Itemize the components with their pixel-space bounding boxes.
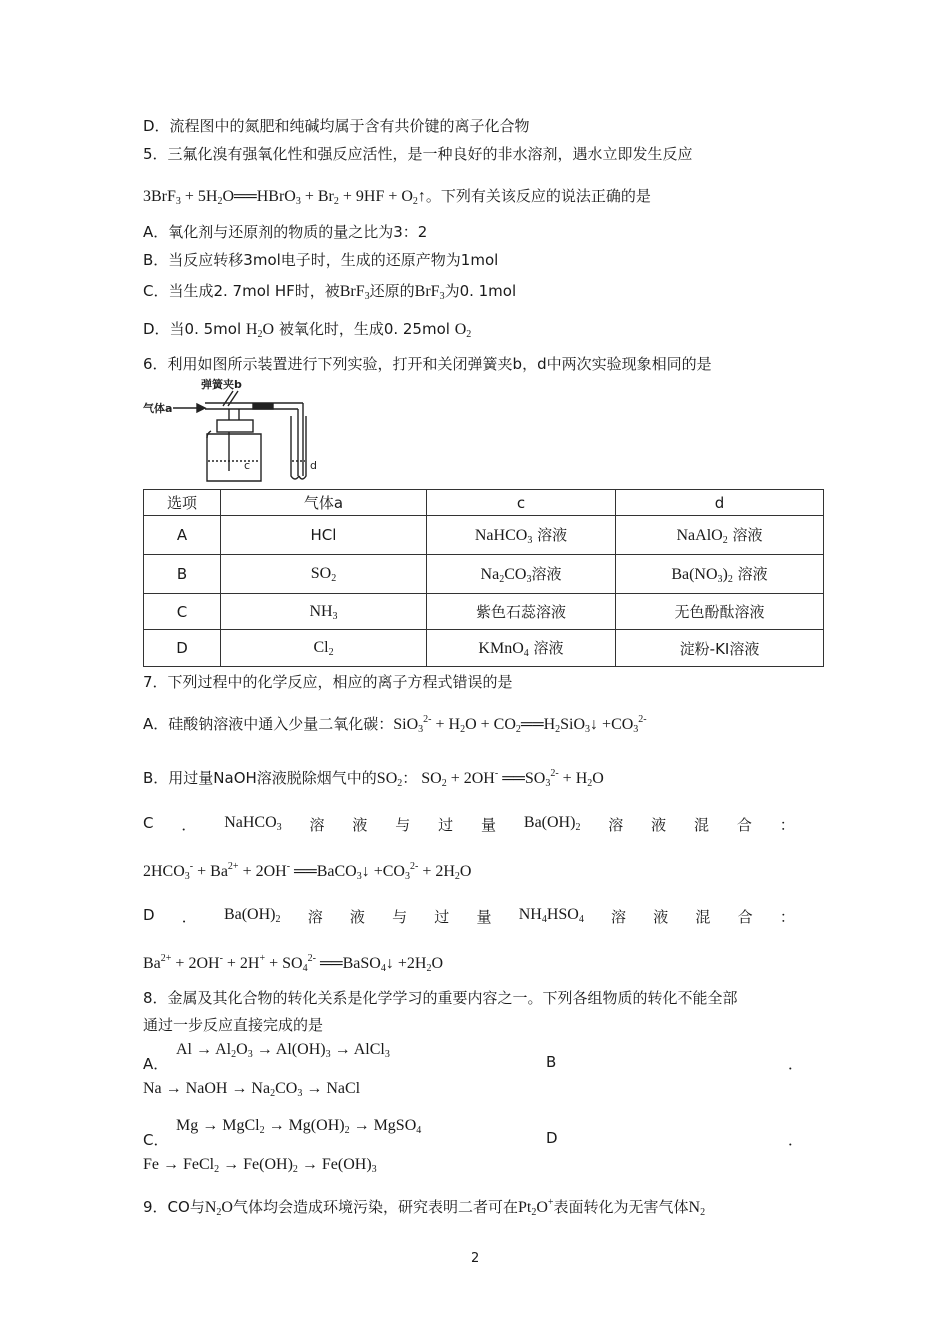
row-d: 淀粉-KI溶液 <box>616 630 824 667</box>
row-gas: $SO_2$ <box>221 555 427 594</box>
row-option: C <box>144 594 221 630</box>
q5-stem: 5．三氟化溴有强氧化性和强反应活性，是一种良好的非水溶剂，遇水立即发生反应 <box>143 145 693 163</box>
q5-option-d-mid: 被氧化时，生成0. 25mol <box>278 320 455 338</box>
row-option: A <box>144 516 221 555</box>
q9-mid: 气体均会造成环境污染，研究表明二者可在 <box>232 1198 518 1216</box>
q8-option-a-chain: $Al \to Al_2O_3 \to Al(OH)_3$ → AlCl$_3$ <box>176 1041 390 1060</box>
row-d: NaAlO$_2$ 溶液 <box>616 516 824 555</box>
option-d-text: D．流程图中的氮肥和纯碱均属于含有共价键的离子化合物 <box>143 117 530 135</box>
q5-option-d: D．当0. 5mol $H_2O$ 被氧化时，生成0. 25mol $O_2$ <box>143 320 472 340</box>
q8-option-b-dot: ． <box>788 1055 804 1073</box>
row-gas: $NH_3$ <box>221 594 427 630</box>
table-row <box>144 555 824 594</box>
bottle-label-c: c <box>244 459 251 472</box>
q7-option-c: C ． NaHCO$_3$ 溶 液 与 过 量 $Ba(OH)_2$ 溶 液 混 合 ： <box>143 814 795 834</box>
table-row <box>144 594 824 630</box>
q8-option-d-chain: Fe → FeCl$_2$ → $Fe(OH)_2 \to Fe(OH)_3$ <box>143 1156 377 1175</box>
apparatus-figure <box>143 376 323 486</box>
q5-option-c: C．当生成2. 7mol HF时，被BrF$_3$还原的BrF$_3$为0. 1mol <box>143 282 517 302</box>
q8-option-d-dot: ． <box>788 1131 804 1149</box>
q9-stem: 9．CO与$N_2O$气体均会造成环境污染，研究表明二者可在$Pt_2O^+$表面转化为无害气体$N_2$ <box>143 1197 706 1218</box>
q6-stem: 6．利用如图所示装置进行下列实验，打开和关闭弹簧夹b，d中两次实验现象相同的是 <box>143 355 712 373</box>
header-option: 选项 <box>144 490 221 516</box>
row-gas: HCl <box>221 516 427 555</box>
q9-post: 表面转化为无害气体 <box>553 1198 689 1216</box>
row-c: KMnO$_4$ 溶液 <box>427 630 616 667</box>
q7-option-a: A．硅酸钠溶液中通入少量二氧化碳：$SiO_3^{2-} + H_2O$ + $CO_2══H_2SiO_3↓ +CO_3^{2-}$ <box>143 714 647 735</box>
q5-option-a: A．氧化剂与还原剂的物质的量之比为3：2 <box>143 223 428 241</box>
q5-option-c-post: 为0. 1mol <box>444 282 517 300</box>
q7-option-b-text: B．用过量NaOH溶液脱除烟气中的 <box>143 769 377 787</box>
q8-option-d-label: D <box>546 1129 558 1147</box>
q5-option-c-mid: 还原的 <box>369 282 415 300</box>
gas-label: 气体a <box>143 402 173 415</box>
q7-option-a-text: A．硅酸钠溶液中通入少量二氧化碳： <box>143 715 394 733</box>
q9-pre: 9．CO与 <box>143 1198 205 1216</box>
clamp-label: 弹簧夹b <box>201 378 242 391</box>
q8-option-c-chain: Mg → MgCl$_2$ → $Mg(OH)_2$ → MgSO$_4$ <box>176 1117 422 1136</box>
row-option: D <box>144 630 221 667</box>
row-gas: $Cl_2$ <box>221 630 427 667</box>
q8-stem-line1: 8．金属及其化合物的转化关系是化学学习的重要内容之一。下列各组物质的转化不能全部 <box>143 989 738 1007</box>
q8-stem-line2: 通过一步反应直接完成的是 <box>143 1016 324 1034</box>
q8-option-a-label: A． <box>143 1055 169 1073</box>
q8-option-b-chain: Na → NaOH → $Na_2CO_3$ → NaCl <box>143 1080 361 1099</box>
q7-stem: 7．下列过程中的化学反应，相应的离子方程式错误的是 <box>143 673 513 691</box>
tube-label-d: d <box>310 459 317 472</box>
row-d: $Ba(NO_3)_2$ 溶液 <box>616 555 824 594</box>
row-c: 紫色石蕊溶液 <box>427 594 616 630</box>
header-gas: 气体a <box>221 490 427 516</box>
q5-equation: $3BrF_3 + 5H_2O══HBrO_3 + Br_2 + 9HF$ + $O_2↑$。下列有关该反应的说法正确的是 <box>143 187 651 207</box>
header-d: d <box>616 490 824 516</box>
table-header-row <box>144 490 824 516</box>
q7-option-d: D ． $Ba(OH)_2$ 溶 液 与 过 量 $NH_4HSO_4$ 溶 液 混 合 ： <box>143 906 795 926</box>
q5-equation-suffix: 。下列有关该反应的说法正确的是 <box>425 187 651 205</box>
row-d: 无色酚酞溶液 <box>616 594 824 630</box>
q5-option-d-pre: D．当0. 5mol <box>143 320 246 338</box>
q7-option-b: B．用过量NaOH溶液脱除烟气中的$SO_2$： $SO_2 + 2OH^-$ $══SO_3^{2-} + H_2O$ <box>143 768 604 789</box>
table-row <box>144 630 824 667</box>
row-c: $Na_2CO_3$溶液 <box>427 555 616 594</box>
header-c: c <box>427 490 616 516</box>
q7-option-c-equation: $2HCO_3^- + Ba^{2+} + 2OH^-$ ══BaCO$_3$↓ $+CO_3^{2-} + 2H_2O$ <box>143 861 472 882</box>
q5-option-b: B．当反应转移3mol电子时，生成的还原产物为1mol <box>143 251 499 269</box>
q5-option-c-pre: C．当生成2. 7mol HF时，被 <box>143 282 340 300</box>
options-table <box>143 489 824 667</box>
q8-option-b-label: B <box>546 1053 557 1071</box>
q8-option-c-label: C． <box>143 1131 169 1149</box>
page-number: 2 <box>471 1251 480 1266</box>
row-c: NaHCO$_3$ 溶液 <box>427 516 616 555</box>
row-option: B <box>144 555 221 594</box>
table-row <box>144 516 824 555</box>
q7-option-d-equation: $Ba^{2+} + 2OH^- + 2H^+ + SO_4^{2-}$ ══BaSO$_4$↓ $+2H_2O$ <box>143 953 443 974</box>
